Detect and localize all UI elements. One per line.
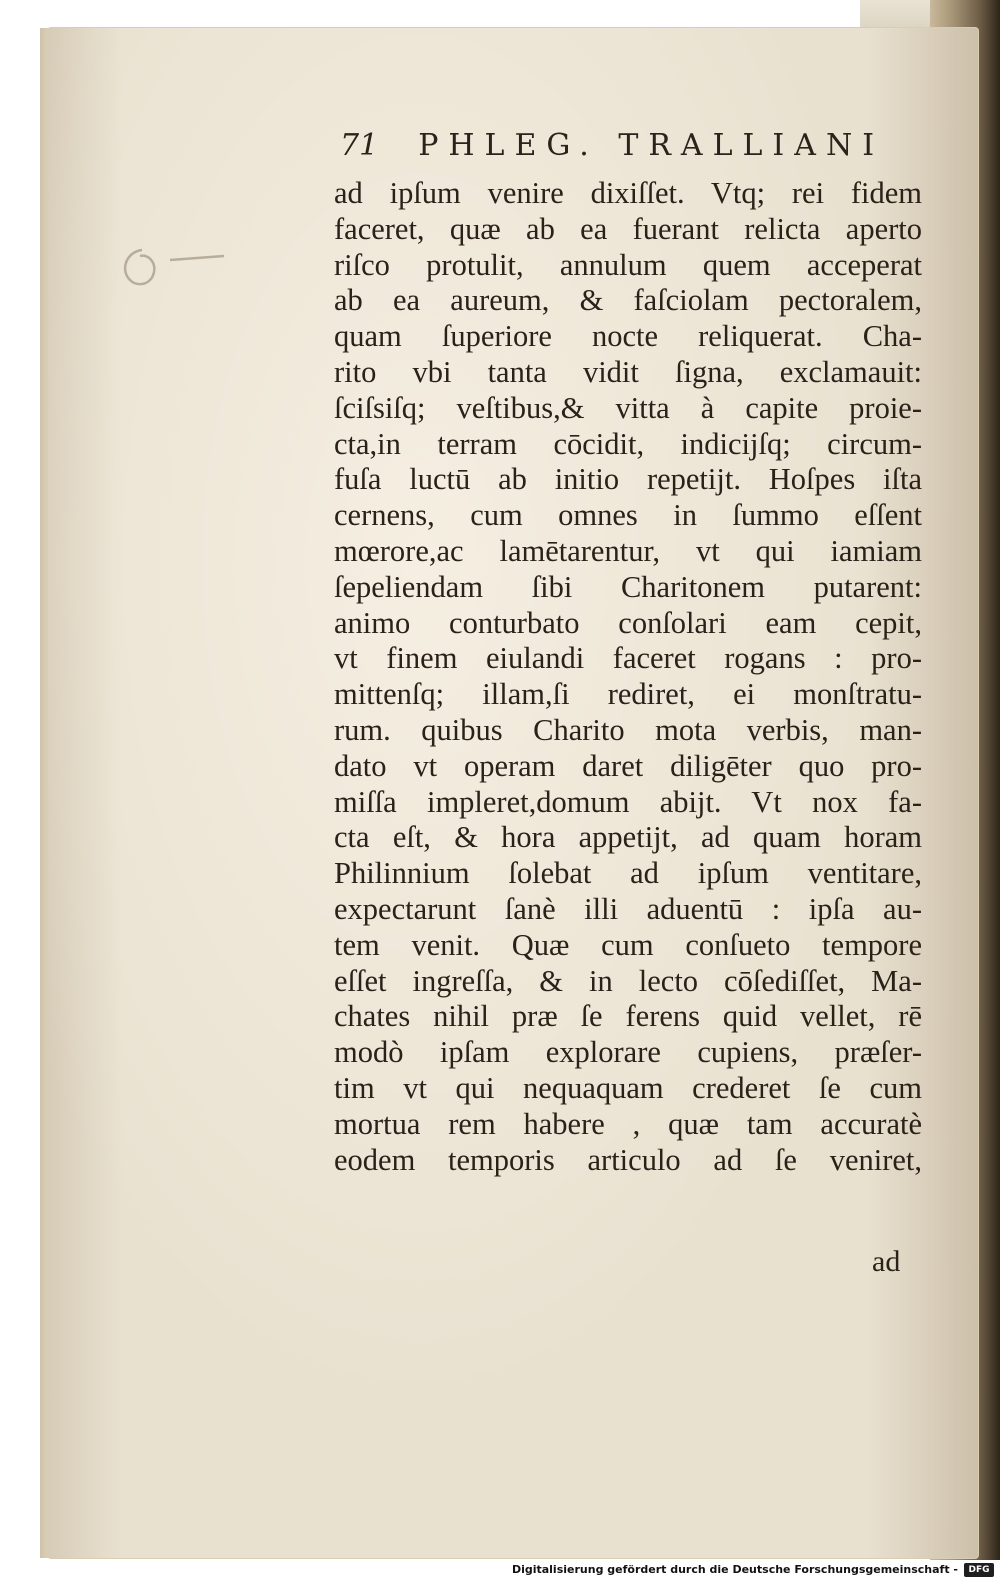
text-line: mortua rem habere , quæ tam accuratè: [334, 1106, 922, 1141]
funding-note: Digitalisierung gefördert durch die Deutsche Forschungsgemeinschaft -: [511, 1563, 958, 1576]
running-title: PHLEG. TRALLIANI: [418, 128, 885, 163]
text-line: mittenſq; illam,ſi rediret, ei monſtratu-: [334, 677, 922, 712]
text-line: tim vt qui nequaquam crederet ſe cum: [334, 1070, 922, 1105]
running-header: [340, 128, 900, 163]
body-text: [334, 176, 924, 1178]
page-number: 71: [340, 128, 379, 163]
text-line: ab ea aureum, & faſciolam pectoralem,: [334, 283, 922, 318]
text-line: cernens, cum omnes in ſummo eſſent: [334, 498, 922, 533]
text-line: ſepeliendam ſibi Charitonem putarent:: [334, 569, 922, 604]
text-line: miſſa impleret,domum abijt. Vt nox fa-: [334, 784, 922, 819]
text-line: Philinnium ſolebat ad ipſum ventitare,: [334, 856, 922, 891]
text-line: quam ſuperiore nocte reliquerat. Cha-: [334, 319, 922, 354]
text-line: riſco protulit, annulum quem acceperat: [334, 247, 922, 282]
text-line: fuſa luctū ab initio repetijt. Hoſpes iſta: [334, 462, 922, 497]
text-line: expectarunt ſanè illi aduentū : ipſa au-: [334, 891, 922, 926]
catchword: ad: [872, 1245, 901, 1278]
text-line: chates nihil præ ſe ferens quid vellet, rē: [334, 999, 922, 1034]
text-line: faceret, quæ ab ea fuerant relicta aperto: [334, 211, 922, 246]
text-line: rum. quibus Charito mota verbis, man-: [334, 712, 922, 747]
text-line: mœrore,ac lamētarentur, vt qui iamiam: [334, 533, 922, 568]
text-line: animo conturbato conſolari eam cepit,: [334, 605, 922, 640]
text-line: cta eſt, & hora appetijt, ad quam horam: [334, 820, 922, 855]
text-line: modò ipſam explorare cupiens, præſer-: [334, 1035, 922, 1070]
text-line: vt finem eiulandi faceret rogans : pro-: [334, 641, 922, 676]
text-line: ſciſsiſq; veſtibus,& vitta à capite proie-: [334, 390, 922, 425]
text-line: eodem temporis articulo ad ſe veniret,: [334, 1142, 922, 1177]
text-line: cta,in terram cōcidit, indicijſq; circum-: [334, 426, 922, 461]
pencil-annotation-mark: [112, 236, 232, 296]
dfg-logo-icon: DFG: [964, 1563, 994, 1577]
text-line: eſſet ingreſſa, & in lecto cōſediſſet, Ma-: [334, 963, 922, 998]
text-line: rito vbi tanta vidit ſigna, exclamauit:: [334, 354, 922, 389]
text-line: dato vt operam daret diligēter quo pro-: [334, 748, 922, 783]
text-line: ad ipſum venire dixiſſet. Vtq; rei fidem: [334, 176, 922, 210]
text-line: tem venit. Quæ cum conſueto tempore: [334, 927, 922, 962]
